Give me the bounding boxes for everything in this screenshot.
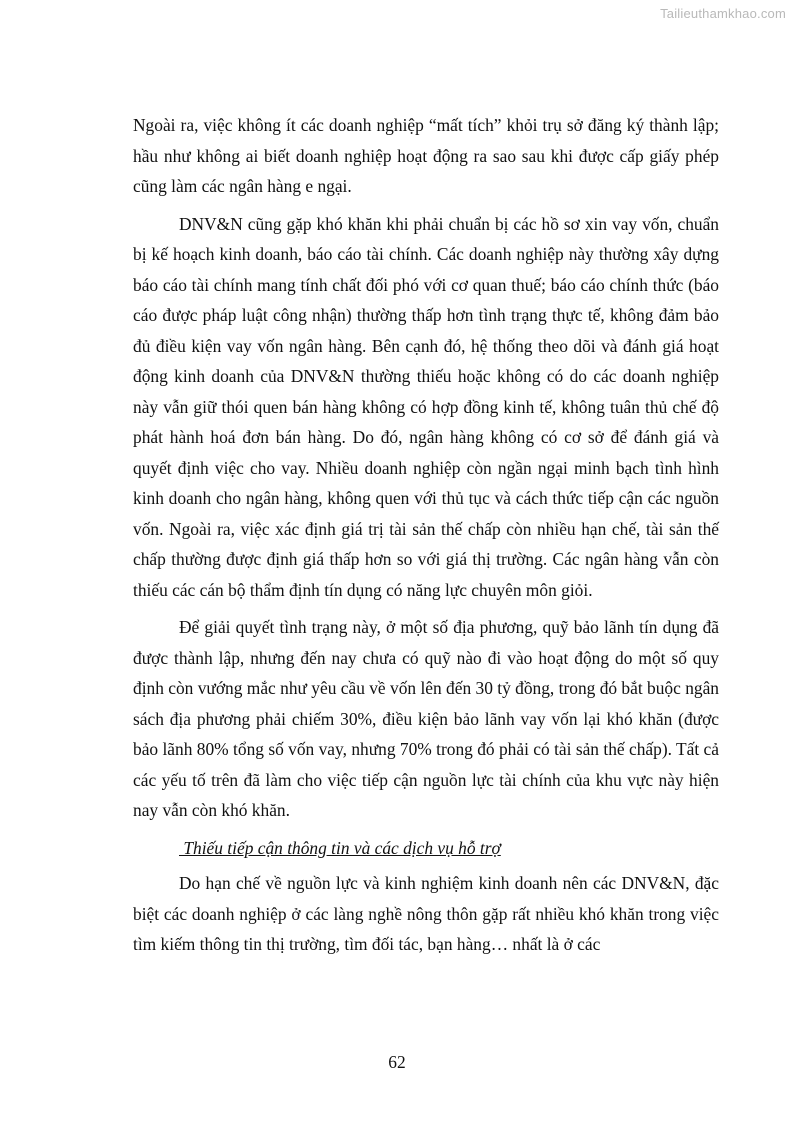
section-heading-text: Thiếu tiếp cận thông tin và các dịch vụ hỗ trợ	[179, 837, 501, 858]
watermark: Tailieuthamkhao.com	[660, 6, 786, 21]
section-heading	[133, 833, 719, 864]
document-body	[133, 110, 719, 967]
paragraph-2: DNV&N cũng gặp khó khăn khi phải chuẩn bị các hồ sơ xin vay vốn, chuẩn bị kế hoạch kinh doanh, báo cáo tài chính. Các doanh nghiệp này thường xây dựng báo cáo tài chính mang tính chất đối phó với cơ quan thuế; báo cáo chính thức (báo cáo được pháp luật công nhận) thường thấp hơn tình trạng thực tế, không đảm bảo đủ điều kiện vay vốn ngân hàng. Bên cạnh đó, hệ thống theo dõi và đánh giá hoạt động kinh doanh của DNV&N thường thiếu hoặc không có do các doanh nghiệp này vẫn giữ thói quen bán hàng không có hợp đồng kinh tế, không tuân thủ chế độ phát hành hoá đơn bán hàng. Do đó, ngân hàng không có cơ sở để đánh giá và quyết định việc cho vay. Nhiều doanh nghiệp còn ngần ngại minh bạch tình hình kinh doanh cho ngân hàng, không quen với thủ tục và cách thức tiếp cận các nguồn vốn. Ngoài ra, việc xác định giá trị tài sản thế chấp còn nhiều hạn chế, tài sản thế chấp thường được định giá thấp hơn so với giá thị trường. Các ngân hàng vẫn còn thiếu các cán bộ thẩm định tín dụng có năng lực chuyên môn giỏi.	[133, 213, 719, 600]
page-number: 62	[388, 1052, 406, 1072]
paragraph-1: Ngoài ra, việc không ít các doanh nghiệp “mất tích” khỏi trụ sở đăng ký thành lập; hầu như không ai biết doanh nghiệp hoạt động ra sao sau khi được cấp giấy phép cũng làm các ngân hàng e ngại.	[133, 115, 719, 196]
paragraph-4: Do hạn chế về nguồn lực và kinh nghiệm kinh doanh nên các DNV&N, đặc biệt các doanh nghiệp ở các làng nghề nông thôn gặp rất nhiều khó khăn trong việc tìm kiếm thông tin thị trường, tìm đối tác, bạn hàng… nhất là ở các	[133, 873, 719, 954]
paragraph-3: Để giải quyết tình trạng này, ở một số địa phương, quỹ bảo lãnh tín dụng đã được thành lập, nhưng đến nay chưa có quỹ nào đi vào hoạt động do một số quy định còn vướng mắc như yêu cầu về vốn lên đến 30 tỷ đồng, trong đó bắt buộc ngân sách địa phương phải chiếm 30%, điều kiện bảo lãnh vay vốn lại khó khăn (được bảo lãnh 80% tổng số vốn vay, nhưng 70% trong đó phải có tài sản thế chấp). Tất cả các yếu tố trên đã làm cho việc tiếp cận nguồn lực tài chính của khu vực này hiện nay vẫn còn khó khăn.	[133, 617, 719, 820]
